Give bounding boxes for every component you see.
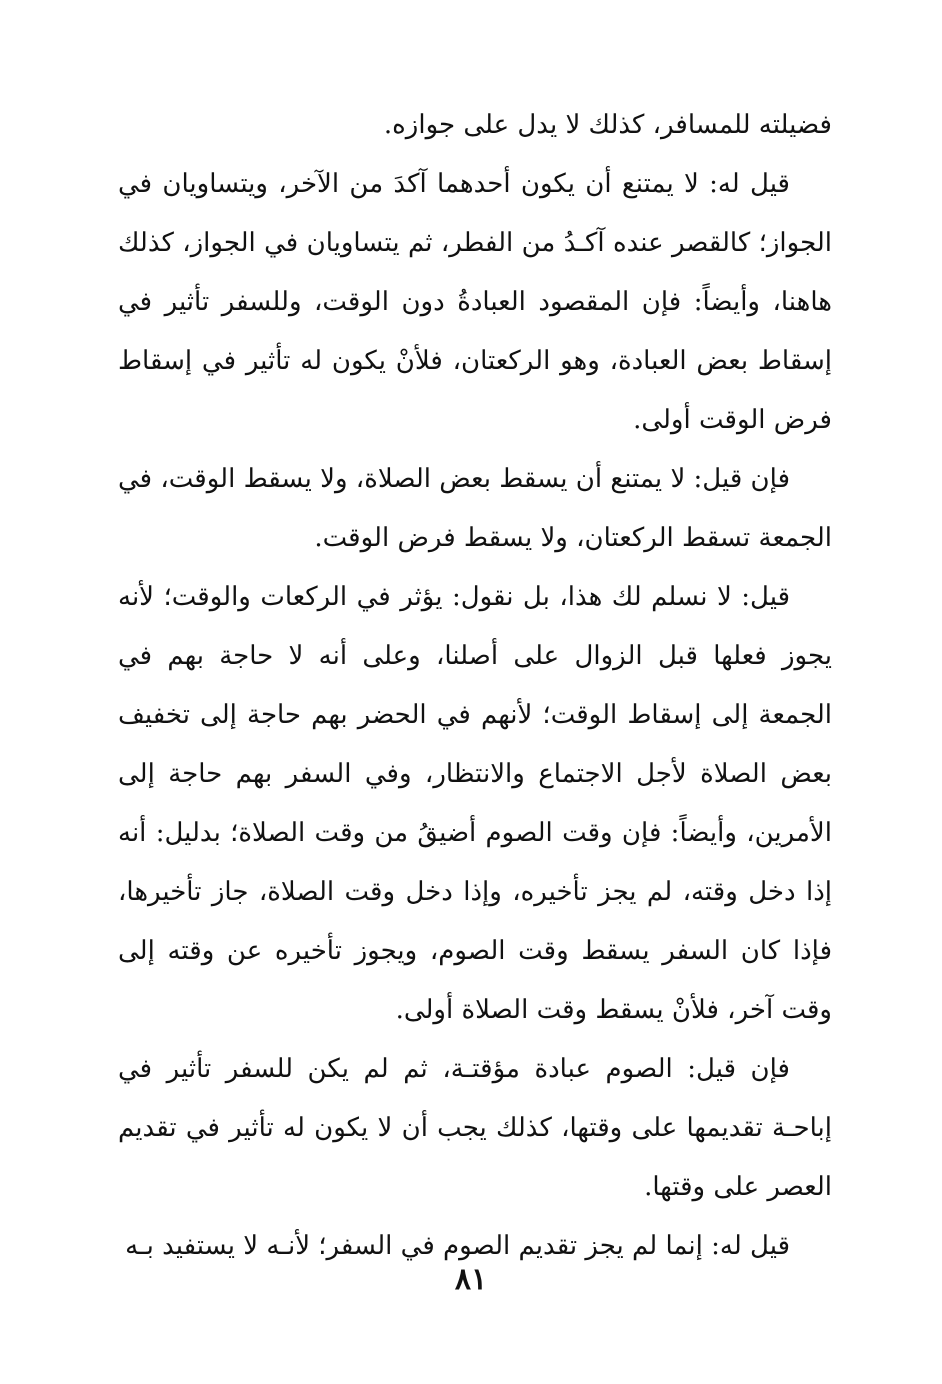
paragraph-6: قيل له: إنما لم يجز تقديم الصوم في السفر؛ لأنـه لا يستفيد بـه	[125, 1231, 790, 1261]
paragraph-2: قيل له: لا يمتنع أن يكون أحدهما آكدَ من الآخر، ويتساويان في الجواز؛ كالقصر عنده آكـدُ من الفطر، ثم يتساويان في الجواز، كذلك هاهنا، وأيضاً: فإن المقصود العبادةُ دون الوقت، وللسفر تأثير في إسقاط بعض العبادة، وهو الركعتان، فلأنْ يكون له تأثير في إسقاط فرض الوقت أولى.	[118, 169, 832, 435]
page-number: ٨١	[454, 1262, 488, 1297]
paragraph-4: قيل: لا نسلم لك هذا، بل نقول: يؤثر في الركعات والوقت؛ لأنه يجوز فعلها قبل الزوال على أصلنا، وعلى أنه لا حاجة بهم في الجمعة إلى إسقاط الوقت؛ لأنهم في الحضر بهم حاجة إلى تخفيف بعض الصلاة لأجل الاجتماع والانتظار، وفي السفر بهم حاجة إلى الأمرين، وأيضاً: فإن وقت الصوم أضيقُ من وقت الصلاة؛ بدليل: أنه إذا دخل وقته، لم يجز تأخيره، وإذا دخل وقت الصلاة، جاز تأخيرها، فإذا كان السفر يسقط وقت الصوم، ويجوز تأخيره عن وقته إلى وقت آخر، فلأنْ يسقط وقت الصلاة أولى.	[118, 582, 832, 1025]
body-text	[118, 96, 832, 1276]
paragraph-3: فإن قيل: لا يمتنع أن يسقط بعض الصلاة، ولا يسقط الوقت، في الجمعة تسقط الركعتان، ولا يسقط فرض الوقت.	[118, 464, 832, 553]
paragraph-1: فضيلته للمسافر، كذلك لا يدل على جوازه.	[383, 110, 832, 140]
paragraph-5: فإن قيل: الصوم عبادة مؤقتـة، ثم لم يكن للسفر تأثير في إباحـة تقديمها على وقتها، كذلك يجب أن لا يكون له تأثير في تقديم العصر على وقتها.	[118, 1054, 832, 1202]
